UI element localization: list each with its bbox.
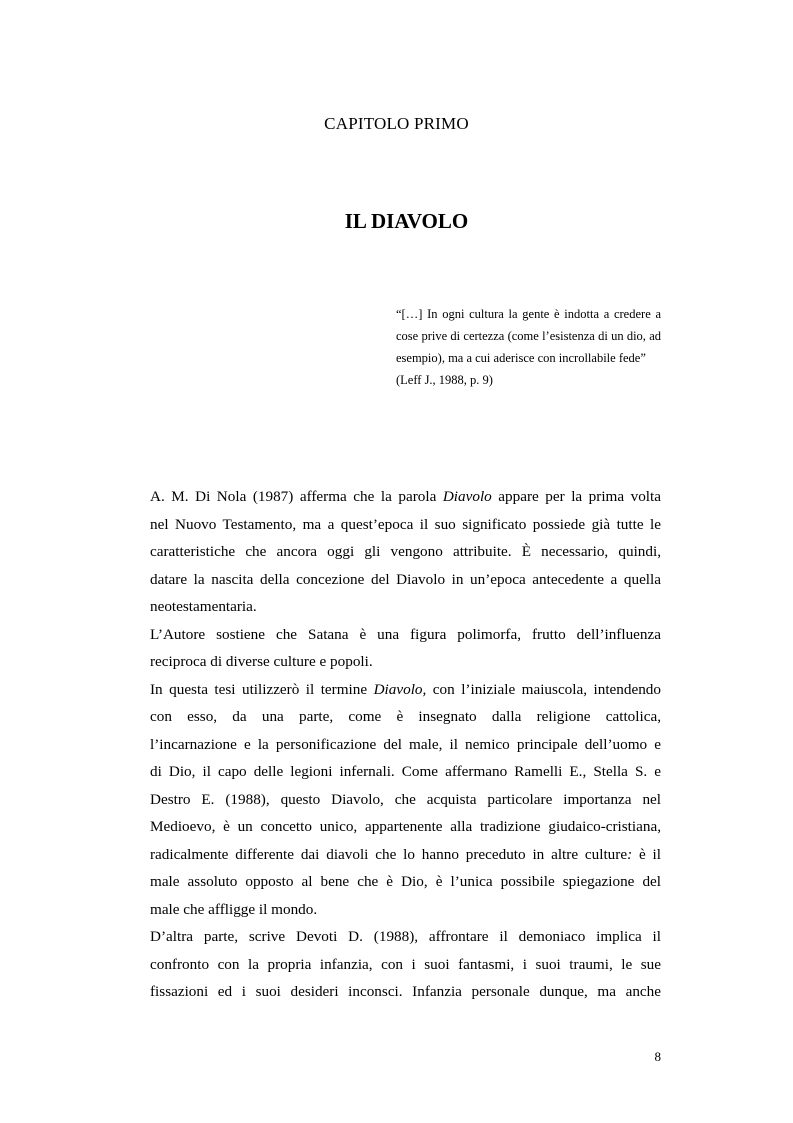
paragraph-3-line-2: con esso, da una parte, come è insegnato dalla religione cattolica, <box>150 708 661 725</box>
paragraph-1-line-3: caratteristiche che ancora oggi gli vengono attribuite. È necessario, quindi, <box>150 543 661 560</box>
epigraph-source: (Leff J., 1988, p. 9) <box>396 373 493 387</box>
paragraph-1-line-4: datare la nascita della concezione del Diavolo in un’epoca antecedente a quella <box>150 570 661 588</box>
paragraph-3-line-9: male che affligge il mondo. <box>150 900 318 918</box>
paragraph-2-line-1: L’Autore sostiene che Satana è una figura polimorfa, frutto dell’influenza <box>150 625 661 643</box>
paragraph-3-line-1: In questa tesi utilizzerò il termine Diavolo, con l’iniziale maiuscola, intendendo <box>150 680 661 698</box>
paragraph-3-line-8: male assoluto opposto al bene che è Dio, è l’unica possibile spiegazione del <box>150 873 661 890</box>
paragraph-3-line-5: Destro E. (1988), questo Diavolo, che acquista particolare importanza nel <box>150 790 661 808</box>
paragraph-4-line-3: fissazioni ed i suoi desideri inconsci. Infanzia personale dunque, ma anche <box>150 983 661 1000</box>
paragraph-4-line-1: D’altra parte, scrive Devoti D. (1988), affrontare il demoniaco implica il <box>150 928 661 945</box>
paragraph-3-line-6: Medioevo, è un concetto unico, appartenente alla tradizione giudaico-cristiana, <box>150 818 661 835</box>
epigraph <box>396 303 661 391</box>
paragraph-3-line-4: di Dio, il capo delle legioni infernali. Come affermano Ramelli E., Stella S. e <box>150 763 661 780</box>
paragraph-4-line-2: confronto con la propria infanzia, con i suoi fantasmi, i suoi traumi, le sue <box>150 955 661 973</box>
chapter-label: CAPITOLO PRIMO <box>324 114 469 133</box>
chapter-title: IL DIAVOLO <box>344 209 469 233</box>
paragraph-1-line-2: nel Nuovo Testamento, ma a quest’epoca il suo significato possiede già tutte le <box>150 515 661 533</box>
paragraph-3-line-3: l’incarnazione e la personificazione del male, il nemico principale dell’uomo e <box>150 735 661 753</box>
paragraph-1-line-1: A. M. Di Nola (1987) afferma che la parola Diavolo appare per la prima volta <box>150 488 661 505</box>
body-text <box>150 483 661 1006</box>
epigraph-quote: “[…] In ogni cultura la gente è indotta a credere a cose prive di certezza (come l’esistenza di un dio, ad esempio), ma a cui aderisce con incrollabile fede” <box>396 307 661 365</box>
paragraph-2-line-2: reciproca di diverse culture e popoli. <box>150 653 373 670</box>
paragraph-1-line-5: neotestamentaria. <box>150 598 257 615</box>
page-number: 8 <box>654 1049 661 1064</box>
paragraph-3-line-7: radicalmente differente dai diavoli che lo hanno preceduto in altre culture: è il <box>150 845 661 863</box>
